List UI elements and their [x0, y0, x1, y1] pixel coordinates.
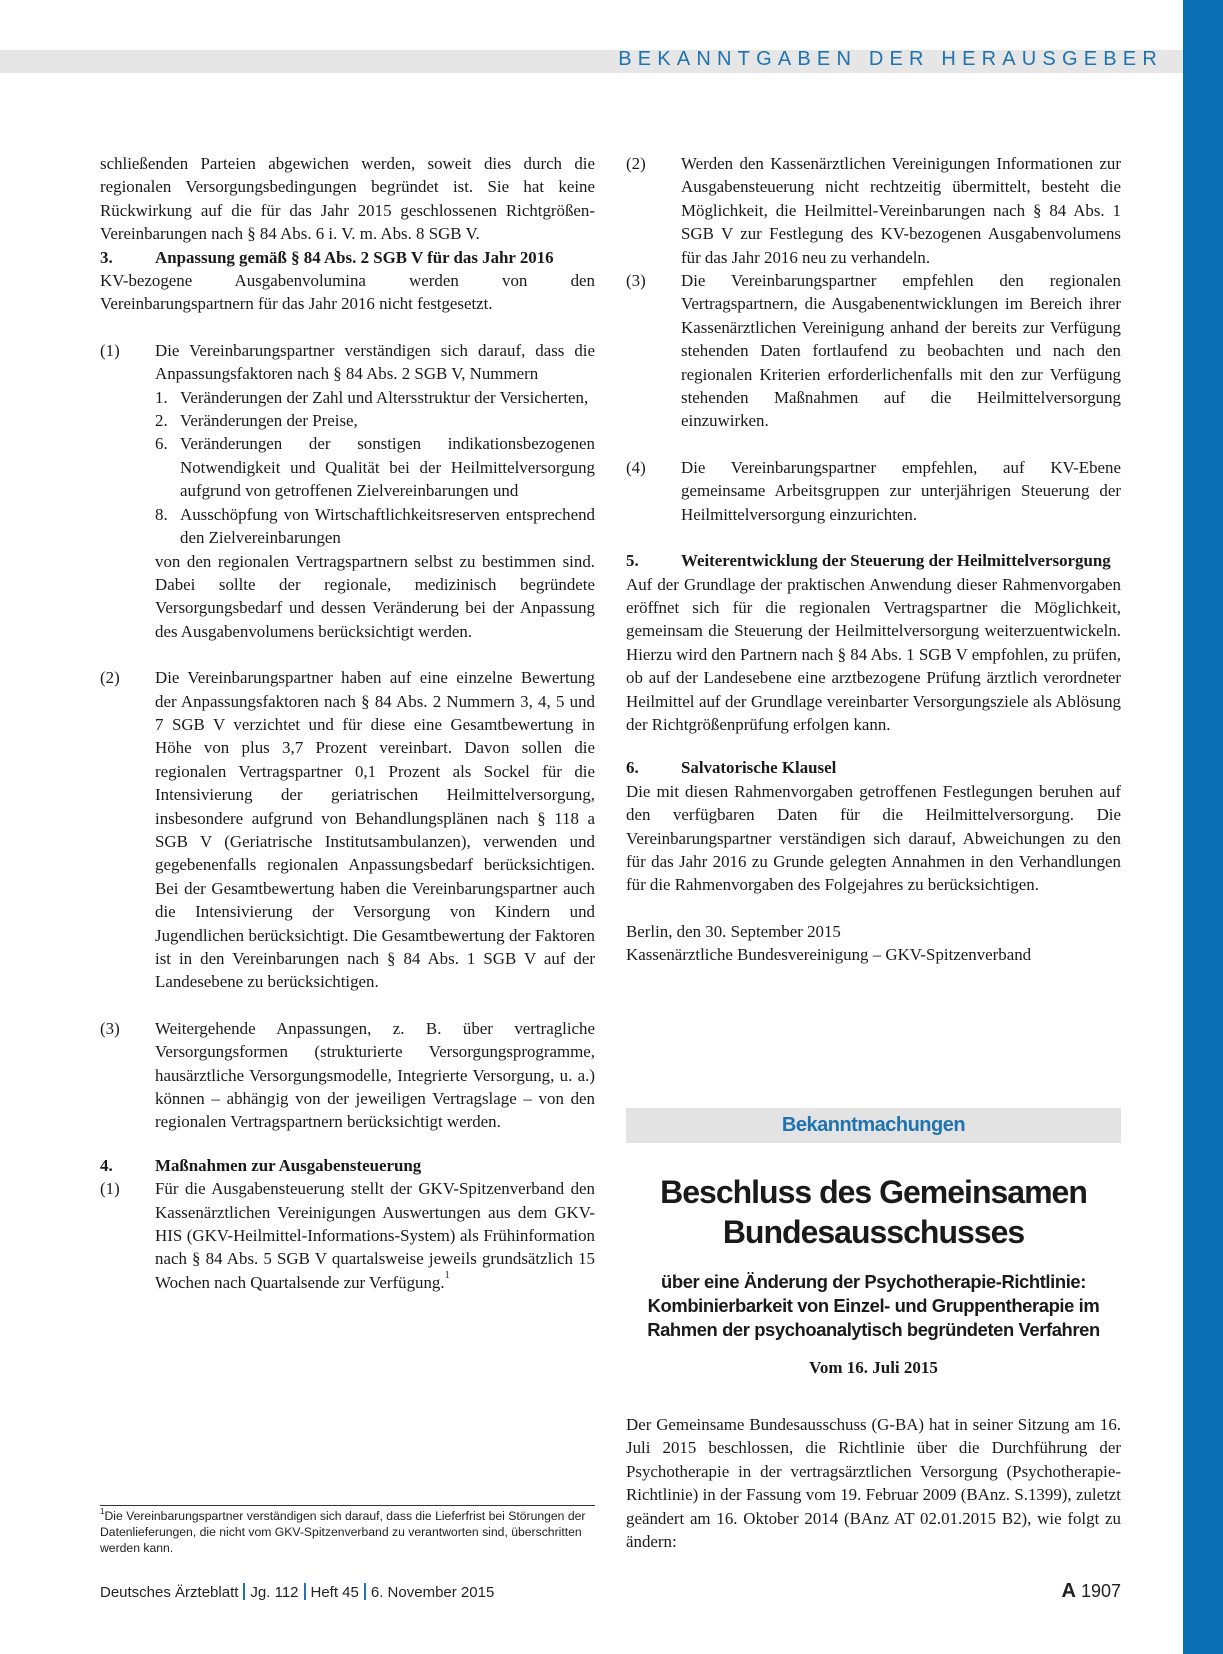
section-number: 6.	[626, 758, 639, 778]
section-title: Anpassung gemäß § 84 Abs. 2 SGB V für das Jahr 2016	[155, 247, 554, 267]
para-number: (4)	[626, 457, 646, 477]
section-6-text: Die mit diesen Rahmenvorgaben getroffenen Festlegungen beruhen auf den verfügbaren Daten für die Heilmittelversorgung. Die Vereinbarungspartner verständigen sich darauf, Abweichungen zu den für das Jahr 2016 zu Grunde gelegten Annahmen in den Verhandlungen für die Rahmenvorgaben des Folgejahres zu berücksichtigen.	[626, 781, 1121, 895]
section-number: 4.	[100, 1155, 113, 1175]
resolution-body-text: Der Gemeinsame Bundesausschuss (G-BA) hat in seiner Sitzung am 16. Juli 2015 beschlossen, die Richtlinie über die Durchführung der Psychotherapie in der vertragsärztlichen Versorgung (Psychotherapie-Richtlinie) in der Fassung vom 19. Februar 2009 (BAnz. S.1399), zuletzt geändert am 16. Oktober 2014 (BAnz AT 02.01.2015 B2), wie folgt zu ändern:	[626, 1415, 1121, 1552]
page-value: 1907	[1080, 1581, 1121, 1601]
resolution-title: Beschluss des Gemeinsamen Bundesausschusses	[660, 1174, 1087, 1250]
footnote-reference[interactable]: 1	[444, 1269, 450, 1281]
para-text: Die Vereinbarungspartner verständigen sich darauf, dass die Anpassungsfaktoren nach § 84 Abs. 2 SGB V, Nummern	[155, 340, 595, 384]
footnote-divider	[100, 1505, 595, 1506]
section-6-heading	[626, 756, 1121, 779]
section-5-heading	[626, 549, 1121, 572]
para-number: (2)	[100, 668, 120, 688]
section-title: Maßnahmen zur Ausgabensteuerung	[155, 1155, 422, 1175]
footnote-marker: 1	[100, 1507, 105, 1516]
para-text: Die Vereinbarungspartner empfehlen den regionalen Vertragspartnern, die Ausgabenentwicklungen im Bereich ihrer Kassenärztlichen Vereinigung anhand der bereits zur Verfügung stehenden Daten fortlaufend zu beobachten und nach den regionalen Kriterien erforderlichenfalls mit den zur Verfügung stehenden Maßnahmen auf die Heilmittelversorgung einzuwirken.	[681, 271, 1121, 431]
signature-place-date: Berlin, den 30. September 2015	[626, 921, 841, 941]
footnote	[100, 1508, 590, 1556]
separator	[243, 1583, 245, 1600]
section-title: Salvatorische Klausel	[681, 758, 837, 778]
resolution-subtitle: über eine Änderung der Psychotherapie-Richtlinie: Kombinierbarkeit von Einzel- und Gruppentherapie im Rahmen der psychoanalytisch begründeten Verfahren	[647, 1271, 1100, 1340]
section-3-para-2	[100, 666, 595, 994]
list-item: 1. Veränderungen der Zahl und Altersstruktur der Versicherten,	[155, 387, 589, 407]
section-header-title: BEKANNTGABEN DER HERAUSGEBER	[618, 48, 1163, 70]
page-number	[1061, 1580, 1121, 1603]
section-4-heading	[100, 1154, 595, 1177]
left-column	[100, 152, 595, 1294]
para-text-continued: von den regionalen Vertragspartnern selbst zu bestimmen sind. Dabei sollte der regionale, medizinisch begründete Versorgungsbedarf und dessen Veränderung bei der Anpassung des Ausgabenvolumens berücksichtigt werden.	[155, 551, 595, 641]
right-column	[626, 152, 1121, 967]
section-title: Weiterentwicklung der Steuerung der Heilmittelversorgung	[681, 551, 1111, 571]
section-number: 3.	[100, 247, 113, 267]
section-4-para-2	[626, 152, 1121, 269]
section-4-para-4	[626, 456, 1121, 526]
section-number: 5.	[626, 551, 639, 571]
para-number: (2)	[626, 154, 646, 173]
section-4-para-3	[626, 269, 1121, 433]
signature-parties: Kassenärztliche Bundesvereinigung – GKV-Spitzenverband	[626, 945, 1032, 965]
para-text: Weitergehende Anpassungen, z. B. über vertragliche Versorgungsformen (strukturierte Versorgungsprogramme, hausärztliche Versorgungsmodelle, Integrierte Versorgung, u. a.) können – abhängig von der jeweiligen Vertragslage – von den regionalen Vertragspartnern berücksichtigt werden.	[155, 1018, 595, 1132]
para-text: Die Vereinbarungspartner haben auf eine einzelne Bewertung der Anpassungsfaktoren nach § 84 Abs. 2 Nummern 3, 4, 5 und 7 SGB V verzichtet und für diese eine Gesamtbewertung in Höhe von plus 3,7 Prozent vereinbart. Davon sollen die regionalen Vertragspartner 0,1 Prozent als Sockel für die Intensivierung der geriatrischen Heilmittelversorgung, insbesondere aufgrund von Behandlungsplänen nach § 118 a SGB V (Geriatrische Institutsambulanzen), verwenden und gegebenenfalls regionalen Anpassungsbedarf berücksichtigen. Bei der Gesamtbewertung haben die Vereinbarungspartner auch die Intensivierung der Versorgung von Kindern und Jugendlichen berücksichtigt. Die Gesamtbewertung der Faktoren ist in den Vereinbarungen nach § 84 Abs. 1 SGB V auf der Landesebene zu berücksichtigen.	[155, 668, 595, 992]
issue-date: 6. November 2015	[370, 1584, 495, 1601]
section-3-para-3	[100, 1017, 595, 1134]
para-number: (3)	[626, 271, 646, 291]
footer-citation	[100, 1583, 494, 1601]
resolution-header	[626, 1172, 1121, 1378]
section-3-heading	[100, 246, 595, 269]
para-text: Werden den Kassenärztlichen Vereinigungen Informationen zur Ausgabensteuerung nicht rechtzeitig übermittelt, besteht die Möglichkeit, die Heilmittel-Vereinbarungen nach § 84 Abs. 1 SGB V zur Festlegung des KV-bezogenen Ausgabenvolumens für das Jahr 2016 neu zu verhandeln.	[681, 154, 1121, 267]
section-3-text: KV-bezogene Ausgabenvolumina werden von den Vereinbarungspartnern für das Jahr 2016 nicht festgesetzt.	[100, 271, 595, 314]
para-number: (3)	[100, 1018, 120, 1038]
para-text: Für die Ausgabensteuerung stellt der GKV-Spitzenverband den Kassenärztlichen Vereinigungen Auswertungen aus dem GKV-HIS (GKV-Heilmittel-Informations-System) als Frühinformation nach § 84 Abs. 5 SGB V quartalsweise jeweils grundsätzlich 15 Wochen nach Quartalsende zur Verfügung.	[155, 1179, 595, 1292]
resolution-body	[626, 1413, 1121, 1553]
list-item: 8. Ausschöpfung von Wirtschaftlichkeitsreserven entsprechend den Zielvereinbarungen	[155, 504, 595, 548]
journal-volume: Jg. 112	[250, 1584, 299, 1601]
footnote-text: Die Vereinbarungspartner verständigen sich darauf, dass die Lieferfrist bei Störungen der Datenlieferungen, die nicht vom GKV-Spitzenverband zu verantworten sind, überschritten werden kann.	[100, 1509, 586, 1555]
para-number: (1)	[100, 340, 120, 360]
resolution-date: Vom 16. Juli 2015	[809, 1358, 938, 1377]
right-accent-bar	[1183, 0, 1223, 1654]
intro-paragraph: schließenden Parteien abgewichen werden, soweit dies durch die regionalen Versorgungsbedingungen begründet ist. Sie hat keine Rückwirkung auf die für das Jahr 2015 geschlossenen Richtgrößen-Vereinbarungen nach § 84 Abs. 6 i. V. m. Abs. 8 SGB V.	[100, 154, 595, 244]
list-item: 2. Veränderungen der Preise,	[155, 411, 358, 431]
list-item: 6. Veränderungen der sonstigen indikationsbezogenen Notwendigkeit und Qualität bei der Heilmittelversorgung aufgrund von getroffenen Zielvereinbarungen und	[155, 434, 595, 501]
para-text: Die Vereinbarungspartner empfehlen, auf KV-Ebene gemeinsame Arbeitsgruppen zur unterjährigen Steuerung der Heilmittelversorgung einzurichten.	[681, 457, 1121, 524]
para-number: (1)	[100, 1179, 120, 1199]
section-5-text: Auf der Grundlage der praktischen Anwendung dieser Rahmenvorgaben eröffnet sich für die regionalen Vertragspartner die Möglichkeit, gemeinsam die Steuerung der Heilmittelversorgung weiterzuentwickeln. Hierzu wird den Partnern nach § 84 Abs. 1 SGB V empfohlen, zu prüfen, ob auf der Landesebene eine arztbezogene Prüfung ärztlich verordneter Heilmittel auf der Grundlage vereinbarter Versorgungsziele als Ablösung der Richtgrößenprüfung erfolgen kann.	[626, 574, 1121, 734]
announcement-section-label	[626, 1108, 1121, 1143]
section-label-text: Bekanntmachungen	[781, 1114, 966, 1136]
section-4-para-1	[100, 1177, 595, 1294]
factor-list	[155, 386, 595, 550]
separator	[364, 1583, 366, 1600]
journal-name: Deutsches Ärzteblatt	[100, 1584, 239, 1601]
page-prefix: A	[1061, 1580, 1076, 1602]
section-3-para-1	[100, 339, 595, 643]
journal-issue: Heft 45	[310, 1584, 359, 1601]
separator	[304, 1583, 306, 1600]
